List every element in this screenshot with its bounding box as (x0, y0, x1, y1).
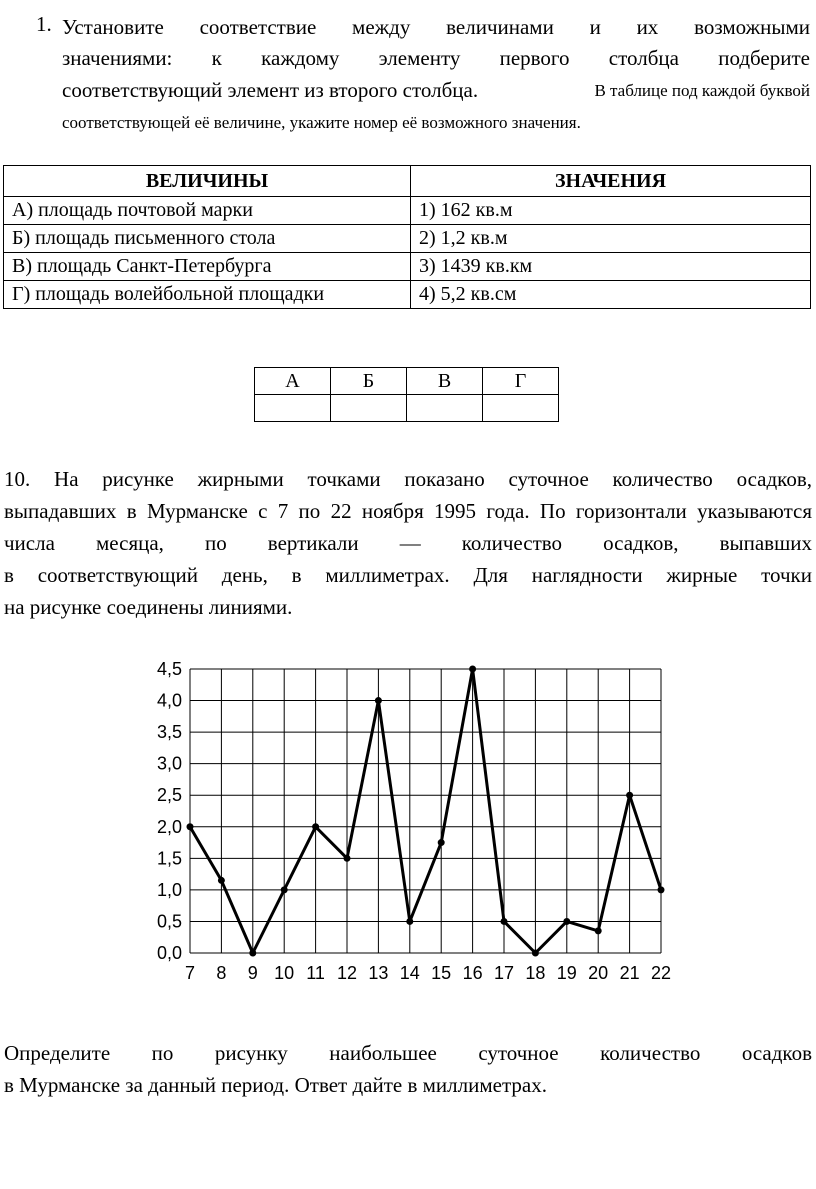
x-tick-label: 19 (556, 963, 577, 983)
data-point (469, 666, 476, 673)
y-tick-labels (157, 659, 182, 963)
y-tick-label: 0,5 (156, 911, 182, 932)
table-row (4, 253, 811, 281)
task1-line-3 (62, 75, 810, 106)
task10-line-1: 10. На рисунке жирными точками показано суточное количество осадков, (4, 467, 812, 491)
data-point (626, 792, 633, 799)
y-tick-label: 1,0 (156, 879, 182, 900)
row-left: А) площадь почтовой марки (4, 197, 411, 225)
header-left: ВЕЛИЧИНЫ (4, 166, 411, 197)
data-point (501, 918, 508, 925)
x-tick-label: 16 (462, 963, 483, 983)
data-point (406, 918, 413, 925)
answer-cell-v[interactable] (407, 395, 483, 422)
row-left: В) площадь Санкт-Петербурга (4, 253, 411, 281)
data-point (658, 886, 665, 893)
task1-line-3-text: соответствующий элемент из второго столбца. (62, 78, 479, 102)
question-line-2: в Мурманске за данный период. Ответ дайте в миллиметрах. (4, 1073, 547, 1097)
y-tick-label: 2,5 (156, 785, 182, 806)
data-point (595, 927, 602, 934)
task10-line-2: выпадавших в Мурманске с 7 по 22 ноября 1995 года. По горизонтали указываются (4, 499, 812, 523)
x-tick-label: 22 (650, 963, 672, 983)
row-right: 3) 1439 кв.км (411, 253, 811, 281)
task1-line-3-tail: В таблице под каждой буквой (594, 81, 810, 100)
x-tick-label: 13 (368, 963, 389, 983)
y-tick-label: 3,0 (156, 753, 182, 774)
answer-cell-a[interactable] (255, 395, 331, 422)
task1-number: 1. (36, 12, 52, 36)
data-point (249, 950, 256, 957)
x-tick-label: 15 (431, 963, 452, 983)
x-tick-label: 20 (588, 963, 609, 983)
precipitation-chart (140, 655, 680, 995)
question-line-1: Определите по рисунку наибольшее суточное количество осадков (4, 1041, 812, 1065)
data-point (218, 877, 225, 884)
data-points (187, 666, 665, 957)
x-tick-labels (185, 963, 671, 983)
task1-line-4: соответствующей её величине, укажите номер её возможного значения. (62, 113, 581, 132)
task10-line-3: числа месяца, по вертикали — количество осадков, выпавших (4, 531, 812, 555)
x-tick-label: 14 (399, 963, 420, 983)
answer-cell-b[interactable] (331, 395, 407, 422)
answer-letter-a: А (255, 368, 331, 395)
row-right: 2) 1,2 кв.м (411, 225, 811, 253)
y-tick-label: 3,5 (156, 722, 182, 743)
table-row (4, 281, 811, 309)
row-left: Г) площадь волейбольной площадки (4, 281, 411, 309)
answer-cell-g[interactable] (483, 395, 559, 422)
data-point (375, 697, 382, 704)
answer-table (254, 367, 559, 422)
series-polyline (190, 669, 661, 953)
data-point (187, 823, 194, 830)
data-point (344, 855, 351, 862)
y-tick-label: 4,5 (156, 659, 182, 679)
chart-grid (190, 669, 661, 953)
series-line (190, 669, 661, 953)
row-right: 1) 162 кв.м (411, 197, 811, 225)
answer-letter-g: Г (483, 368, 559, 395)
x-tick-label: 18 (525, 963, 546, 983)
data-point (312, 823, 319, 830)
x-tick-label: 9 (247, 963, 258, 983)
matching-table (3, 165, 811, 309)
task10-line-4: в соответствующий день, в миллиметрах. Для наглядности жирные точки (4, 563, 812, 587)
task10-line-5: на рисунке соединены линиями. (4, 595, 293, 619)
x-tick-label: 10 (274, 963, 295, 983)
task1-line-1: Установите соответствие между величинами и их возможными (62, 15, 810, 39)
answer-letter-v: В (407, 368, 483, 395)
x-tick-label: 8 (216, 963, 227, 983)
y-tick-label: 4,0 (156, 690, 182, 711)
matching-table-header (4, 166, 811, 197)
header-right: ЗНАЧЕНИЯ (411, 166, 811, 197)
x-tick-label: 11 (306, 963, 325, 983)
x-tick-label: 17 (493, 963, 515, 983)
x-tick-label: 12 (336, 963, 358, 983)
data-point (563, 918, 570, 925)
x-tick-label: 7 (184, 963, 196, 983)
y-tick-label: 0,0 (156, 943, 182, 963)
row-right: 4) 5,2 кв.см (411, 281, 811, 309)
answer-letter-b: Б (331, 368, 407, 395)
table-row (4, 197, 811, 225)
row-left: Б) площадь письменного стола (4, 225, 411, 253)
y-tick-label: 1,5 (156, 848, 182, 869)
data-point (532, 950, 539, 957)
data-point (281, 886, 288, 893)
task1-line-2: значениями: к каждому элементу первого столбца подберите (62, 46, 810, 70)
x-tick-label: 21 (619, 963, 640, 983)
table-row (4, 225, 811, 253)
data-point (438, 839, 445, 846)
y-tick-label: 2,0 (156, 816, 182, 837)
